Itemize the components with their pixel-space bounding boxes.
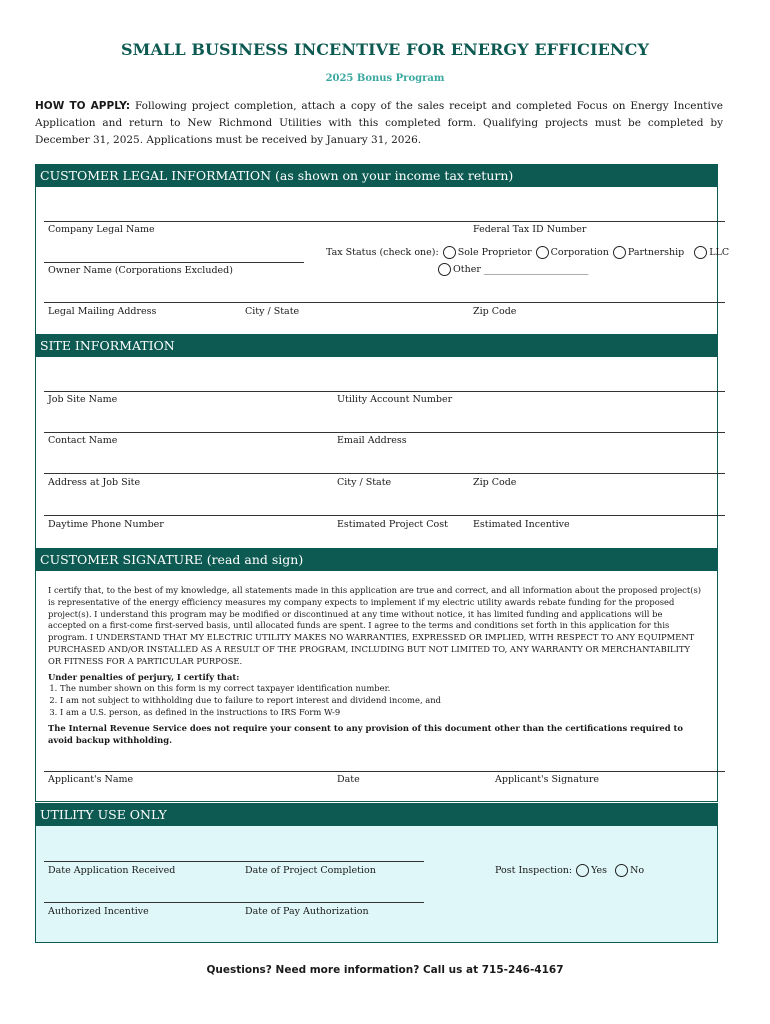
other-radio[interactable]	[438, 263, 451, 276]
contact-name-label: Contact Name	[48, 435, 118, 446]
mailing-address-line[interactable]	[44, 302, 725, 303]
owner-name-line[interactable]	[44, 262, 304, 263]
corporation-radio[interactable]	[536, 246, 549, 259]
llc-label: LLC	[709, 247, 730, 258]
legal-mailing-address-label: Legal Mailing Address	[48, 306, 157, 317]
page-title: SMALL BUSINESS INCENTIVE FOR ENERGY EFFICIENCY	[121, 40, 649, 59]
date-received-line[interactable]	[44, 861, 424, 862]
tax-status-label: Tax Status (check one):	[326, 247, 439, 258]
company-line[interactable]	[44, 221, 725, 222]
sole-proprietor-label: Sole Proprietor	[457, 247, 532, 258]
utility-use-only-heading: UTILITY USE ONLY	[36, 804, 717, 826]
zip-code-label: Zip Code	[473, 306, 517, 317]
other-label: Other ______________________	[453, 264, 589, 275]
post-inspection-row	[495, 864, 644, 877]
applicants-name-label: Applicant's Name	[48, 774, 134, 785]
job-address-line[interactable]	[44, 473, 725, 474]
post-inspection-no-radio[interactable]	[615, 864, 628, 877]
applicants-signature-label: Applicant's Signature	[495, 774, 600, 785]
job-site-name-label: Job Site Name	[48, 394, 118, 405]
city-state-label: City / State	[245, 306, 300, 317]
no-label: No	[630, 865, 645, 876]
company-legal-name-label: Company Legal Name	[48, 224, 155, 235]
date-pay-authorization-label: Date of Pay Authorization	[245, 906, 369, 917]
signature-date-label: Date	[337, 774, 360, 785]
date-application-received-label: Date Application Received	[48, 865, 176, 876]
perjury-item: 2. I am not subject to withholding due to failure to report interest and dividend income, and	[60, 695, 703, 707]
site-information-heading: SITE INFORMATION	[36, 335, 717, 357]
corporation-label: Corporation	[550, 247, 609, 258]
owner-name-label: Owner Name (Corporations Excluded)	[48, 265, 233, 276]
customer-signature-section	[35, 548, 718, 802]
date-project-completion-label: Date of Project Completion	[245, 865, 376, 876]
footer-contact: Questions? Need more information? Call us at 715-246-4167	[206, 964, 564, 976]
irs-note: The Internal Revenue Service does not require your consent to any provision of this document other than the certifications required to avoid backup withholding.	[48, 722, 683, 745]
federal-tax-id-label: Federal Tax ID Number	[473, 224, 587, 235]
site-city-state-label: City / State	[337, 477, 392, 488]
phone-line[interactable]	[44, 515, 725, 516]
certification-paragraph: I certify that, to the best of my knowledge, all statements made in this application are true and correct, and all information about the proposed project(s) is representative of the energy efficiency measures my company expects to implement if my electric utility awards rebate funding for the proposed project(s). I understand this program may be modified or discontinued at any time without notice, it has limited funding and applications will be accepted on a first-come first-served basis, until allocated funds are spent. I agree to the terms and conditions set forth in this application for this program. I UNDERSTAND THAT MY ELECTRIC UTILITY MAKES NO WARRANTIES, EXPRESSED OR IMPLIED, WITH RESPECT TO ANY EQUIPMENT PURCHASED AND/OR INSTALLED AS A RESULT OF THE PROGRAM, INCLUDING BUT NOT LIMITED TO, ANY WARRANTY OR MERCHANTABILITY OR FITNESS FOR A PARTICULAR PURPOSE.	[48, 585, 702, 666]
site-zip-code-label: Zip Code	[473, 477, 517, 488]
partnership-label: Partnership	[627, 247, 685, 258]
utility-use-only-section	[35, 803, 718, 943]
perjury-heading: Under penalties of perjury, I certify that:	[48, 671, 240, 682]
site-information-section	[35, 334, 718, 552]
email-address-label: Email Address	[337, 435, 407, 446]
other-row	[434, 263, 588, 276]
customer-signature-heading: CUSTOMER SIGNATURE (read and sign)	[36, 549, 717, 571]
perjury-item: 1. The number shown on this form is my correct taxpayer identification number.	[60, 683, 703, 695]
customer-legal-heading: CUSTOMER LEGAL INFORMATION (as shown on your income tax return)	[36, 165, 717, 187]
sole-proprietor-radio[interactable]	[443, 246, 456, 259]
estimated-incentive-label: Estimated Incentive	[473, 519, 570, 530]
applicant-signature-line[interactable]	[44, 771, 725, 772]
page-subtitle: 2025 Bonus Program	[325, 73, 445, 84]
contact-line[interactable]	[44, 432, 725, 433]
authorized-incentive-label: Authorized Incentive	[48, 906, 149, 917]
estimated-project-cost-label: Estimated Project Cost	[337, 519, 448, 530]
authorized-incentive-line[interactable]	[44, 902, 424, 903]
post-inspection-label: Post Inspection:	[495, 865, 573, 876]
daytime-phone-label: Daytime Phone Number	[48, 519, 164, 530]
tax-status-row	[326, 246, 729, 259]
partnership-radio[interactable]	[613, 246, 626, 259]
utility-account-number-label: Utility Account Number	[337, 394, 453, 405]
customer-legal-section	[35, 164, 730, 338]
how-to-apply	[35, 98, 723, 149]
yes-label: Yes	[591, 865, 608, 876]
post-inspection-yes-radio[interactable]	[576, 864, 589, 877]
how-to-apply-label: HOW TO APPLY:	[35, 100, 131, 112]
how-to-apply-text: Following project completion, attach a copy of the sales receipt and completed Focus on Energy Incentive Application and return to New Richmond Utilities with this completed form. Qualifying projects must be completed by December 31, 2025. Applications must be received by January 31, 2026.	[35, 100, 723, 146]
job-site-line[interactable]	[44, 391, 725, 392]
perjury-item: 3. I am a U.S. person, as defined in the instructions to IRS Form W-9	[60, 707, 703, 719]
perjury-list	[48, 683, 703, 718]
address-at-job-site-label: Address at Job Site	[48, 477, 141, 488]
llc-radio[interactable]	[694, 246, 707, 259]
certification-text-block	[48, 585, 703, 746]
